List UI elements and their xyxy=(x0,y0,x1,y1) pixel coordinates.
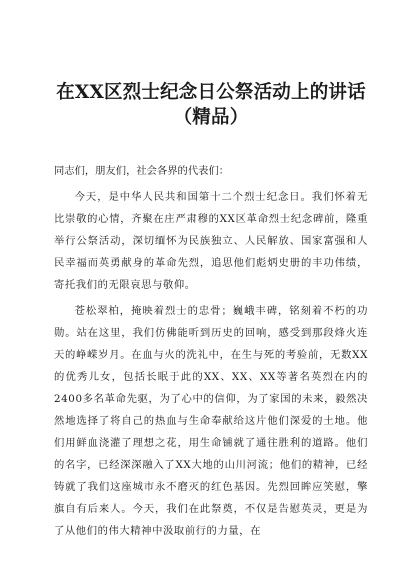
title-line-2: （精品） xyxy=(173,107,249,128)
greeting: 同志们，朋友们，社会各界的代表们： xyxy=(54,165,230,177)
title-line-1: 在XX区烈士纪念日公祭活动上的讲话 xyxy=(56,82,366,103)
document-title xyxy=(54,80,368,130)
paragraph-2: 苍松翠柏，掩映着烈士的忠骨；巍峨丰碑，铭刻着不朽的功勋。站在这里，我们仿佛能听到历史的回响，感受到那段烽火连天的峥嵘岁月。在血与火的洗礼中，在生与死的考验前，无数XX的优秀儿女，包括长眠于此的XX、XX、XX等著名英烈在内的2400多名革命先驱，为了心中的信仰，为了家国的未来，毅然决然地选择了将自己的热血与生命奉献给这片他们深爱的土地。他们用鲜血浇灌了理想之花，用生命铺就了通往胜利的道路。他们的名字，已经深深融入了XX大地的山川河流；他们的精神，已经铸就了我们这座城市永不磨灭的红色基因。先烈回眸应笑慰，擎旗自有后来人。今天，我们在此祭奠，不仅是告慰英灵，更是为了从他们的伟大精神中汲取前行的力量，在 xyxy=(54,305,368,537)
paragraph-1: 今天，是中华人民共和国第十二个烈士纪念日。我们怀着无比崇敬的心情，齐聚在庄严肃穆的XX区革命烈士纪念碑前，隆重举行公祭活动，深切缅怀为民族独立、人民解放、国家富强和人民幸福而英勇献身的革命先烈，追思他们彪炳史册的丰功伟绩，寄托我们的无限哀思与敬仰。 xyxy=(54,191,368,291)
